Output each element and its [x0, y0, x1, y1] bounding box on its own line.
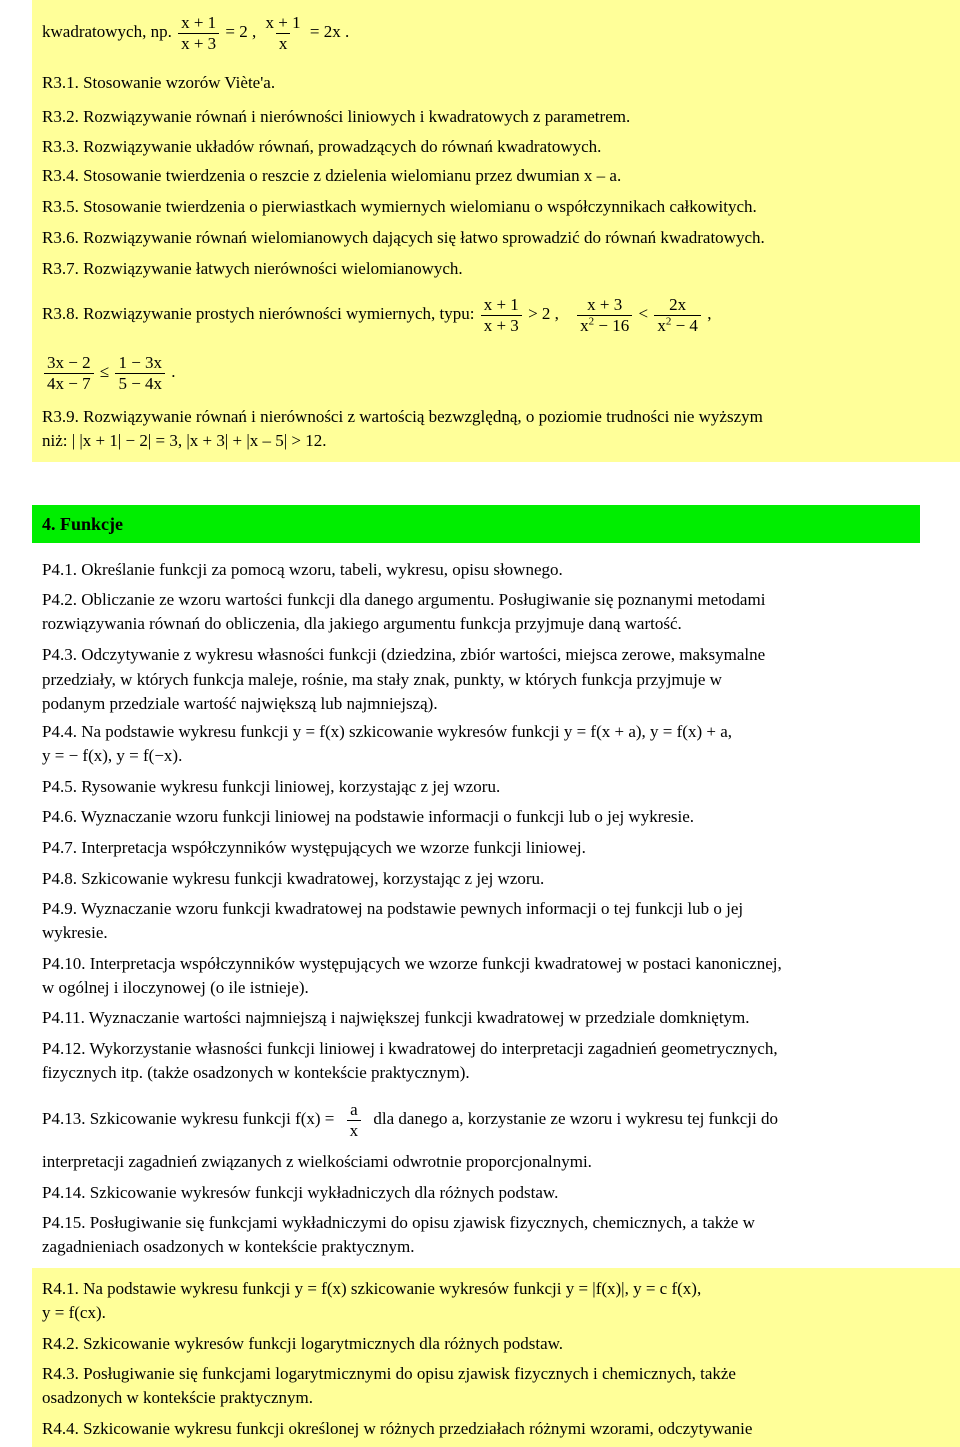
requirement-item: R3.2. Rozwiązywanie równań i nierówności liniowych i kwadratowych z parametrem.: [42, 107, 631, 126]
requirement-item-r38: R3.8. Rozwiązywanie prostych nierówności wymiernych, typu: $\frac{x + 1}{x + 3}$ > 2 , $\frac{x + 3}{x^2 - 16}$ < $\frac{2x}{x^2 - 4}$ ,: [42, 294, 712, 335]
requirement-item: fizycznych itp. (także osadzonych w kontekście praktycznym).: [42, 1063, 470, 1082]
requirement-item: zagadnieniach osadzonych w kontekście praktycznym.: [42, 1237, 415, 1256]
requirement-item: R4.1. Na podstawie wykresu funkcji y = f(x) szkicowanie wykresów funkcji y = |f(x)|, y = c f(x),: [42, 1279, 702, 1298]
intro-formula-line: kwadratowych, np. $\frac{x + 1}{x + 3}$ = 2 , $\frac{x + 1}{x}$ = 2x .: [42, 12, 350, 53]
requirement-item: osadzonych w kontekście praktycznym.: [42, 1388, 313, 1407]
fraction: $\frac{x + 1}{x + 3}$: [481, 295, 522, 336]
requirement-item: R3.3. Rozwiązywanie układów równań, prowadzących do równań kwadratowych.: [42, 137, 602, 156]
requirement-item: P4.12. Wykorzystanie własności funkcji liniowej i kwadratowej do interpretacji zagadnień geometrycznych,: [42, 1039, 778, 1058]
requirement-item: wykresie.: [42, 923, 108, 942]
requirement-item: y = f(cx).: [42, 1303, 106, 1322]
fraction: $\frac{2x}{x^2 - 4}$: [654, 295, 701, 336]
requirement-item: P4.6. Wyznaczanie wzoru funkcji liniowej na podstawie informacji o funkcji lub o jej wykresie.: [42, 807, 695, 826]
fraction: $\frac{a}{x}$: [347, 1100, 362, 1141]
section-header-bar: [32, 505, 920, 543]
requirement-item: R3.4. Stosowanie twierdzenia o reszcie z dzielenia wielomianu przez dwumian x – a.: [42, 166, 622, 185]
requirement-item: R3.7. Rozwiązywanie łatwych nierówności wielomianowych.: [42, 259, 463, 278]
requirement-item: P4.10. Interpretacja współczynników występujących we wzorze funkcji kwadratowej w postaci kanonicznej,: [42, 954, 782, 973]
requirement-item: R3.6. Rozwiązywanie równań wielomianowych dających się łatwo sprowadzić do równań kwadratowych.: [42, 228, 765, 247]
requirement-item: P4.14. Szkicowanie wykresów funkcji wykładniczych dla różnych podstaw.: [42, 1183, 559, 1202]
requirement-item: R3.5. Stosowanie twierdzenia o pierwiastkach wymiernych wielomianu o współczynnikach całkowitych.: [42, 197, 757, 216]
requirement-item: interpretacji zagadnień związanych z wielkościami odwrotnie proporcjonalnymi.: [42, 1152, 592, 1171]
requirement-item: niż: | |x + 1| − 2| = 3, |x + 3| + |x – 5| > 12.: [42, 431, 327, 450]
section-title: 4. Funkcje: [42, 514, 123, 534]
requirement-item: P4.1. Określanie funkcji za pomocą wzoru, tabeli, wykresu, opisu słownego.: [42, 560, 563, 579]
fraction: $\frac{x + 1}{x}$: [265, 12, 301, 53]
fraction: $\frac{x + 3}{x^2 - 16}$: [577, 295, 632, 336]
requirement-item: P4.4. Na podstawie wykresu funkcji y = f(x) szkicowanie wykresów funkcji y = f(x + a), y = f(x) + a,: [42, 722, 732, 741]
fraction: $\frac{x + 1}{x + 3}$: [178, 13, 219, 54]
requirement-item: P4.7. Interpretacja współczynników występujących we wzorze funkcji liniowej.: [42, 838, 586, 857]
intro-text: kwadratowych, np.: [42, 22, 172, 41]
requirement-item: przedziały, w których funkcja maleje, rośnie, ma stały znak, punkty, w których funkcja przyjmuje w: [42, 670, 722, 689]
requirement-item: P4.5. Rysowanie wykresu funkcji liniowej, korzystając z jej wzoru.: [42, 777, 501, 796]
requirement-item-r38-cont: $\frac{3x - 2}{4x - 7}$ ≤ $\frac{1 - 3x}{5 - 4x}$ .: [42, 350, 176, 394]
requirement-item: P4.3. Odczytywanie z wykresu własności funkcji (dziedzina, zbiór wartości, miejsca zerowe, maksymalne: [42, 645, 766, 664]
fraction: $\frac{3x - 2}{4x - 7}$: [44, 353, 94, 394]
requirement-item-p413: P4.13. Szkicowanie wykresu funkcji f(x) = $\frac{a}{x}$ dla danego a, korzystanie ze wzoru i wykresu tej funkcji do: [42, 1099, 778, 1140]
requirement-item: P4.2. Obliczanie ze wzoru wartości funkcji dla danego argumentu. Posługiwanie się poznanymi metodami: [42, 590, 766, 609]
requirement-item: P4.9. Wyznaczanie wzoru funkcji kwadratowej na podstawie pewnych informacji o tej funkcji lub o jej: [42, 899, 744, 918]
requirement-item: P4.15. Posługiwanie się funkcjami wykładniczymi do opisu zjawisk fizycznych, chemicznych, a także w: [42, 1213, 755, 1232]
requirement-item: podanym przedziale wartość największą lub najmniejszą).: [42, 694, 438, 713]
requirement-item: w ogólnej i iloczynowej (o ile istnieje).: [42, 978, 309, 997]
requirement-item: rozwiązywania równań do obliczenia, dla jakiego argumentu funkcja przyjmuje daną wartość.: [42, 614, 682, 633]
requirement-item: R4.4. Szkicowanie wykresu funkcji określonej w różnych przedziałach różnymi wzorami, odczytywanie: [42, 1419, 753, 1438]
requirement-item: y = − f(x), y = f(−x).: [42, 746, 183, 765]
requirement-item: P4.11. Wyznaczanie wartości najmniejszą i największej funkcji kwadratowej w przedziale domkniętym.: [42, 1008, 750, 1027]
requirement-item: R4.2. Szkicowanie wykresów funkcji logarytmicznych dla różnych podstaw.: [42, 1334, 564, 1353]
requirement-item: R4.3. Posługiwanie się funkcjami logarytmicznymi do opisu zjawisk fizycznych i chemicznych, także: [42, 1364, 736, 1383]
requirement-item: R3.9. Rozwiązywanie równań i nierówności z wartością bezwzględną, o poziomie trudności nie wyższym: [42, 407, 763, 426]
requirement-item: P4.8. Szkicowanie wykresu funkcji kwadratowej, korzystając z jej wzoru.: [42, 869, 545, 888]
requirement-item: R3.1. Stosowanie wzorów Viète'a.: [42, 73, 276, 92]
fraction: $\frac{1 - 3x}{5 - 4x}$: [115, 353, 165, 394]
